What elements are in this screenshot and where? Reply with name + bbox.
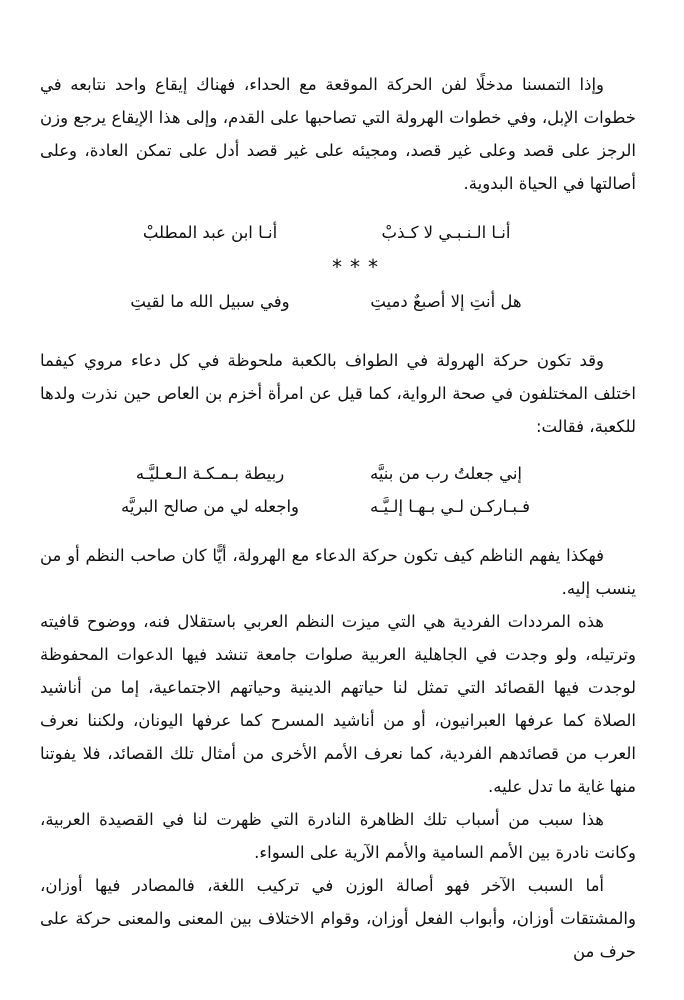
verse-hemistich-first: إني جعلتُ رب من بنيَّه [369, 464, 523, 483]
verse-hemistich-first: هل أنتِ إلا أصبعٌ دميتِ [370, 292, 522, 311]
verse-hemistich-first: فـبـاركـن لـي بـهـا إلـيَّـه [369, 497, 531, 516]
verse-line [125, 216, 551, 249]
verse-hemistich-second: واجعله لي من صالح البريَّه [120, 497, 300, 516]
verse-line [125, 457, 551, 490]
paragraph-sabab: هذا سبب من أسباب تلك الظاهرة النادرة التي ظهرت لنا في القصيدة العربية، وكانت نادرة بين الأمم السامية والأمم الآرية على السواء. [40, 810, 636, 862]
paragraph-muraddadat: هذه المرددات الفردية هي التي ميزت النظم العربي باستقلال فنه، ووضوح قافيته وترتيله، ولو وجدت في الجاهلية العربية صلوات جامعة تنشد فيها الدعوات المحفوظة لوجدت فيها القصائد التي تمثل لنا حياتهم الدينية وحياتهم الاجتماعية، إما من أناشيد الصلاة كما عرفها العبرانيون، أو من أناشيد المسرح كما عرفها اليونان، ولكننا نعرف العرب من قصائدهم الفردية، كما نعرف الأمم الأخرى من أمثال تلك القصائد، فلا يفوتنا منها غاية ما تدل عليه. [40, 612, 636, 796]
verse-hemistich-second: أنـا ابن عبد المطلبْ [142, 223, 278, 242]
verse-line [125, 285, 551, 318]
verse-hemistich-second: ربيطة بـمـكـة الـعـليَّـه [135, 464, 285, 483]
verse-separator: *** [330, 255, 386, 279]
poem-block-2 [40, 457, 636, 523]
paragraph-nazim: فهكذا يفهم الناظم كيف تكون حركة الدعاء مع الهرولة، أيًّا كان صاحب النظم أو من ينسب إليه. [40, 546, 636, 598]
poem-block-1 [40, 216, 636, 318]
verse-line [121, 490, 555, 523]
paragraph-tawaf: وقد تكون حركة الهرولة في الطواف بالكعبة ملحوظة في كل دعاء مروي كيفما اختلف المختلفون في صحة الرواية، كما قيل عن امرأة أخزم بن العاص حين نذرت ولدها للكعبة، فقالت: [40, 351, 636, 436]
paragraph-wazn: أما السبب الآخر فهو أصالة الوزن في تركيب اللغة، فالمصادر فيها أوزان، والمشتقات أوزان، وأبواب الفعل أوزان، وقوام الاختلاف بين المعنى والمعنى حركة على حرف من [40, 876, 636, 961]
verse-hemistich-second: وفي سبيل الله ما لقيتِ [130, 292, 290, 311]
paragraph-intro: وإذا التمسنا مدخلًا لفن الحركة الموقعة مع الحداء، فهناك إيقاع واحد نتابعه في خطوات الإبل، وفي خطوات الهرولة التي تصاحبها على القدم، وإلى هذا الإيقاع يرجع وزن الرجز على قصد وعلى غير قصد، ومجيئه على غير قصد أدل على تمكن العادة، وعلى أصالتها في الحياة البدوية. [40, 75, 636, 193]
verse-hemistich-first: أنـا الـنـبـي لا كـذبْ [381, 223, 511, 242]
